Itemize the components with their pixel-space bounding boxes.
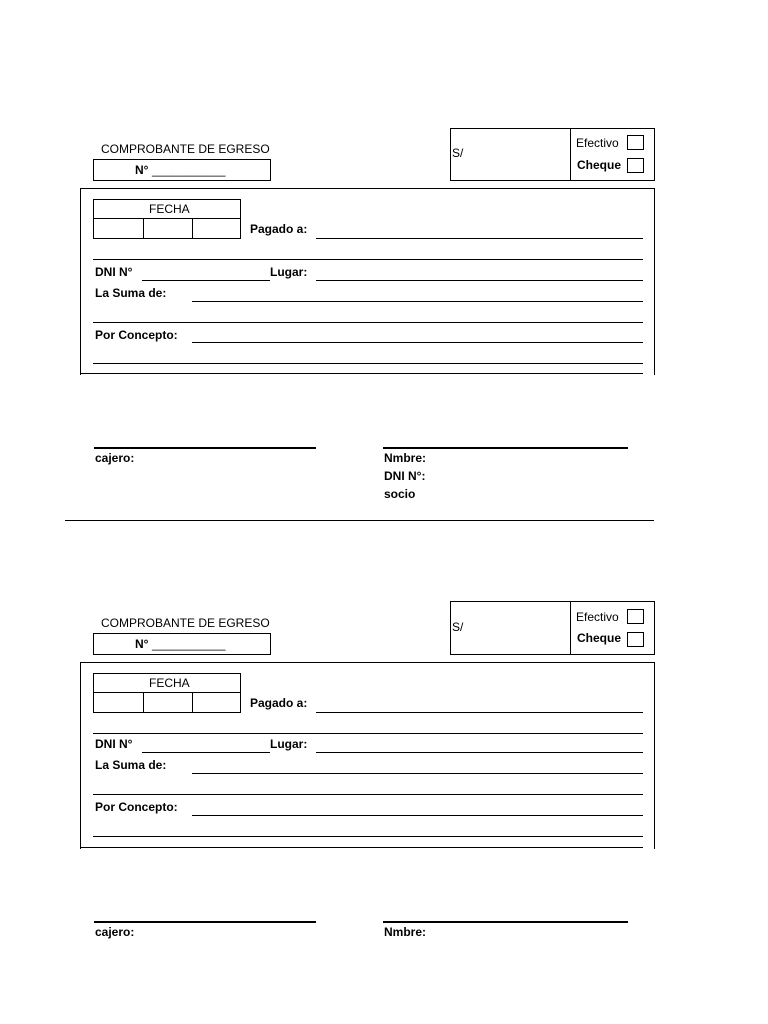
concepto-label: Por Concepto:: [95, 328, 178, 342]
fecha-label: FECHA: [149, 676, 190, 690]
blank-line-3[interactable]: [93, 836, 643, 837]
currency-label: S/: [452, 146, 464, 160]
fecha-box: [93, 199, 241, 239]
cajero-label: cajero:: [95, 925, 135, 939]
frame-right: [654, 188, 655, 375]
amount-box-divider: [570, 129, 571, 180]
efectivo-checkbox[interactable]: [627, 609, 644, 624]
voucher-number-label: N°: [135, 637, 149, 651]
voucher-number-value[interactable]: ___________: [152, 637, 226, 651]
lugar-label: Lugar:: [270, 265, 308, 279]
fecha-divider: [94, 218, 240, 219]
dni-line[interactable]: [142, 752, 270, 753]
cajero-label: cajero:: [95, 451, 135, 465]
lugar-line[interactable]: [316, 280, 643, 281]
frame-bottom: [80, 847, 643, 848]
voucher-2: [0, 474, 768, 939]
amount-box: [450, 601, 655, 655]
currency-label: S/: [452, 620, 464, 634]
fecha-label: FECHA: [149, 202, 190, 216]
concepto-label: Por Concepto:: [95, 800, 178, 814]
suma-line[interactable]: [192, 773, 643, 774]
efectivo-label: Efectivo: [576, 610, 619, 624]
cajero-signature-line[interactable]: [94, 447, 316, 449]
pagado-label: Pagado a:: [250, 222, 308, 236]
pagado-line[interactable]: [316, 712, 643, 713]
dni-label: DNI N°: [95, 265, 133, 279]
frame-bottom: [80, 373, 643, 374]
dni-socio-label: DNI N°:: [384, 469, 426, 483]
cheque-checkbox[interactable]: [627, 632, 644, 647]
voucher-number-label: N°: [135, 163, 149, 177]
blank-line-2[interactable]: [93, 322, 643, 323]
pagado-label: Pagado a:: [250, 696, 308, 710]
fecha-cell-divider-1: [143, 692, 144, 712]
fecha-cell-divider-1: [143, 218, 144, 238]
blank-line-3[interactable]: [93, 363, 643, 364]
concepto-line[interactable]: [192, 342, 643, 343]
voucher-number-value[interactable]: ___________: [152, 163, 226, 177]
fecha-box: [93, 673, 241, 713]
voucher-title: COMPROBANTE DE EGRESO: [101, 616, 270, 630]
socio-signature-line[interactable]: [383, 447, 628, 449]
frame-right: [654, 662, 655, 849]
nombre-label: Nmbre:: [384, 925, 427, 939]
blank-line-1[interactable]: [93, 259, 643, 260]
dni-label: DNI N°: [95, 737, 133, 751]
main-frame: [80, 188, 656, 375]
suma-line[interactable]: [192, 301, 643, 302]
frame-left: [80, 188, 81, 375]
fecha-cell-divider-2: [192, 692, 193, 712]
dni-line[interactable]: [142, 280, 270, 281]
efectivo-checkbox[interactable]: [627, 135, 644, 150]
blank-line-2[interactable]: [93, 794, 643, 795]
lugar-line[interactable]: [316, 752, 643, 753]
socio-label: socio: [384, 487, 416, 501]
amount-box: [450, 128, 655, 181]
voucher-1: [0, 0, 768, 501]
cajero-signature-line[interactable]: [94, 921, 316, 923]
voucher-number-box: [93, 159, 271, 181]
lugar-label: Lugar:: [270, 737, 308, 751]
frame-left: [80, 662, 81, 849]
pagado-line[interactable]: [316, 238, 643, 239]
cheque-checkbox[interactable]: [627, 158, 644, 173]
concepto-line[interactable]: [192, 815, 643, 816]
nombre-label: Nmbre:: [384, 451, 427, 465]
fecha-cell-divider-2: [192, 218, 193, 238]
efectivo-label: Efectivo: [576, 136, 619, 150]
voucher-title: COMPROBANTE DE EGRESO: [101, 142, 270, 156]
suma-label: La Suma de:: [95, 286, 167, 300]
socio-signature-line[interactable]: [383, 921, 628, 923]
cheque-label: Cheque: [577, 158, 622, 172]
frame-top: [80, 662, 655, 663]
cheque-label: Cheque: [577, 631, 622, 645]
fecha-divider: [94, 692, 240, 693]
suma-label: La Suma de:: [95, 758, 167, 772]
amount-box-divider: [570, 602, 571, 654]
frame-top: [80, 188, 655, 189]
main-frame: [80, 662, 656, 849]
voucher-number-box: [93, 633, 271, 655]
blank-line-1[interactable]: [93, 733, 643, 734]
